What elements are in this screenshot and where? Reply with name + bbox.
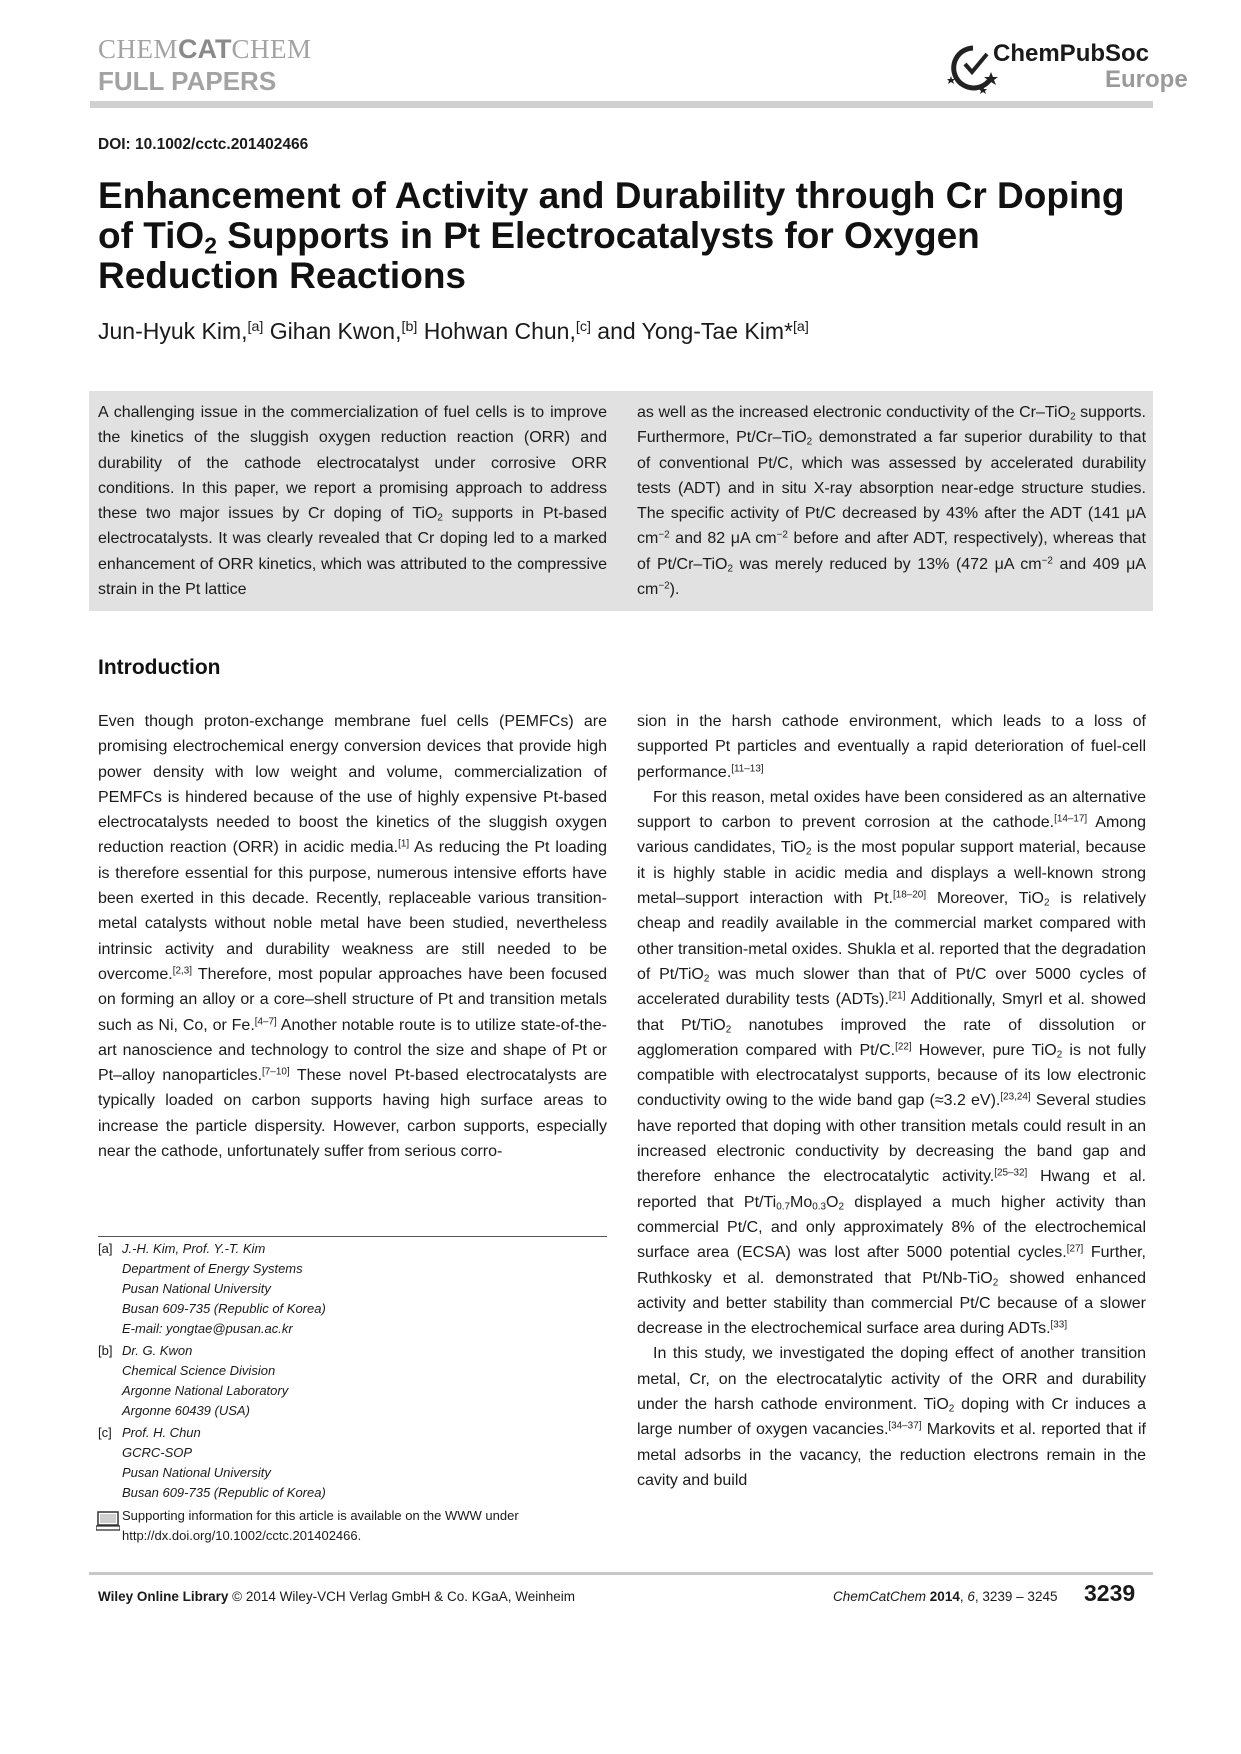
paragraph: For this reason, metal oxides have been considered as an alternative support to carbon to prevent corrosion at the cathode.[14–17] Among various candidates, TiO$_2$ is the most popular support material, because it is highly stable in acidic media and displays a well-known strong metal–support interaction with Pt.[18–20] Moreover, TiO$_2$ is relatively cheap and readily available in the commercial market compared with other transition-metal oxides. Shukla et al. reported that the degradation of Pt/TiO$_2$ was much slower than that of Pt/C over 5000 cycles of accelerated durability tests (ADTs).[21] Additionally, Smyrl et al. showed that Pt/TiO$_2$ nanotubes improved the rate of dissolution or agglomeration compared with Pt/C.[22] However, pure TiO$_2$ is not fully compatible with electrocatalyst supports, because of its low electronic conductivity owing to the wide band gap (≈3.2 eV).[23,24] Several studies have reported that doping with other transition metals could result in an increased electronic conductivity by decreasing the band gap and therefore enhance the electrocatalytic activity.[25–32] Hwang et al. reported that $Pt/Ti_{0.7}Mo_{0.3}O_2$ displayed a much higher activity than commercial Pt/C, and only approximately 8% of the electrochemical surface area (ECSA) was lost after 5000 potential cycles.[27] Further, Ruthkosky et al. demonstrated that Pt/Nb-TiO$_2$ showed enhanced activity and better stability than commercial Pt/C because of a slower decrease in the electrochemical surface area during ADTs.[33] [637,788,1147,1338]
affiliation-line: Chemical Science Division [122,1363,276,1378]
publisher-region: Europe [1105,66,1188,93]
affiliation-line: GCRC-SOP [122,1445,193,1460]
affiliation-tag: [a] [98,1241,113,1256]
footnote-rule [98,1236,607,1237]
affiliation-a [98,1239,607,1339]
article-title: Enhancement of Activity and Durability through Cr Doping of TiO$_2$ Supports in Pt Electrocatalysts for Oxygen Reduction Reactions [98,175,1125,296]
affiliation-line: J.-H. Kim, Prof. Y.-T. Kim [122,1241,266,1256]
author-name: Jun-Hyuk Kim, [98,318,248,344]
affiliation-line: Pusan National University [122,1281,271,1296]
author-name: Hohwan Chun, [417,318,576,344]
author-name: and Yong-Tae Kim* [590,318,793,344]
affiliation-line: Department of Energy Systems [122,1261,303,1276]
section-heading: Introduction [98,656,221,679]
footer-citation: ChemCatChem 2014, 6, 3239 – 3245 [833,1589,1058,1604]
footer-copyright: Wiley Online Library © 2014 Wiley-VCH Verlag GmbH & Co. KGaA, Weinheim [98,1589,575,1604]
affiliation-line: Prof. H. Chun [122,1425,201,1440]
paragraph: In this study, we investigated the doping effect of another transition metal, Cr, on the electrocatalytic activity of the ORR and durability under the harsh cathode environment. TiO$_2$ doping with Cr induces a large number of oxygen vacancies.[34–37] Markovits et al. reported that if metal adsorbs in the vacancy, the reduction electrons remain in the cavity and build [637,1345,1147,1489]
journal-name: CHEMCATCHEM [98,34,312,64]
author-name: Gihan Kwon, [263,318,402,344]
doi: DOI: 10.1002/cctc.201402466 [98,136,309,153]
email-link[interactable]: E-mail: yongtae@pusan.ac.kr [122,1321,293,1336]
author-list [98,318,809,345]
affiliation-tag: [b] [98,1343,113,1358]
affiliation-line: Argonne 60439 (USA) [122,1403,250,1418]
wiley-online-library-link[interactable]: Wiley Online Library [98,1589,229,1604]
abstract-column-left: A challenging issue in the commercialization of fuel cells is to improve the kinetics of the sluggish oxygen reduction reaction (ORR) and durability of the cathode electrocatalyst under corrosive ORR conditions. In this paper, we report a promising approach to address these two major issues by Cr doping of TiO$_2$ supports in Pt-based electrocatalysts. It was clearly revealed that Cr doping led to a marked enhancement of ORR kinetics, which was attributed to the compressive strain in the Pt lattice [98,404,607,599]
publisher-name: ChemPubSoc [993,40,1150,67]
header-rule [90,101,1153,108]
author-affiliation-mark: [a] [792,319,809,336]
affiliation-b [98,1341,607,1421]
affiliation-line: Argonne National Laboratory [122,1383,289,1398]
body-column-right [637,709,1146,1493]
affiliation-line: Pusan National University [122,1465,271,1480]
affiliation-c [98,1423,607,1503]
paragraph: sion in the harsh cathode environment, which leads to a loss of supported Pt particles and eventually a rapid deterioration of fuel-cell performance.[11–13] [637,713,1146,781]
page-number: 3239 [1084,1580,1136,1606]
author-affiliation-mark: [a] [247,319,264,336]
footer-rule [89,1572,1153,1575]
supporting-info-note[interactable]: Supporting information for this article is available on the WWW under http://dx.doi.org/10.1002/cctc.201402466. [122,1508,519,1543]
author-affiliation-mark: [b] [401,319,418,336]
affiliation-line: Busan 609-735 (Republic of Korea) [122,1485,326,1500]
computer-icon [96,1511,120,1531]
author-affiliation-mark: [c] [575,319,591,336]
affiliation-tag: [c] [98,1425,112,1440]
abstract-column-right: as well as the increased electronic conductivity of the Cr–TiO$_2$ supports. Furthermore, Pt/Cr–TiO$_2$ demonstrated a far superior durability to that of conventional Pt/C, which was assessed by accelerated durability tests (ADT) and in situ X-ray absorption near-edge structure studies. The specific activity of Pt/C decreased by 43% after the ADT (141 μA $cm^{-2}$ and 82 μA $cm^{-2}$ before and after ADT, respectively), whereas that of Pt/Cr–TiO$_2$ was merely reduced by 13% (472 μA $cm^{-2}$ and 409 μA $cm^{-2}$). [637,404,1147,599]
body-column-left: Even though proton-exchange membrane fuel cells (PEMFCs) are promising electrochemical energy conversion devices that provide high power density with low weight and volume, commercialization of PEMFCs is hindered because of the use of highly expensive Pt-based electrocatalysts needed to boost the kinetics of the sluggish oxygen reduction reaction (ORR) in acidic media.[1] As reducing the Pt loading is therefore essential for this purpose, numerous intensive efforts have been exerted in this decade. Recently, replaceable various transition-metal catalysts without noble metal have been studied, nevertheless intrinsic activity and durability weakness are still needed to be overcome.[2,3] Therefore, most popular approaches have been focused on forming an alloy or a core–shell structure of Pt and transition metals such as Ni, Co, or Fe.[4–7] Another notable route is to utilize state-of-the-art nanoscience and technology to control the size and shape of Pt or Pt–alloy nanoparticles.[7–10] These novel Pt-based electrocatalysts are typically loaded on carbon supports having high surface areas to increase the particle dispersity. However, carbon supports, especially near the cathode, unfortunately suffer from serious corro- [98,713,608,1161]
affiliation-line: Dr. G. Kwon [122,1343,193,1358]
affiliation-line: Busan 609-735 (Republic of Korea) [122,1301,326,1316]
section-label: FULL PAPERS [98,66,277,96]
